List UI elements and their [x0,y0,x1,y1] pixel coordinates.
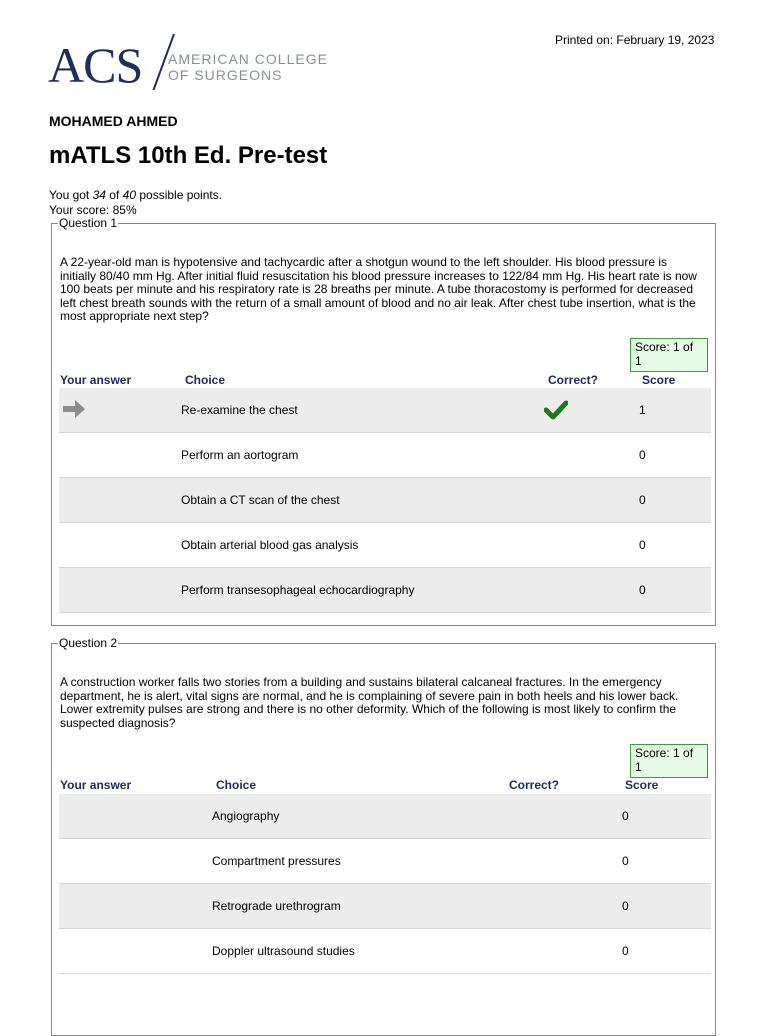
answer-row [59,794,711,839]
logo-line2: OF SURGEONS [168,67,283,83]
logo-line1: AMERICAN COLLEGE [168,51,328,67]
choice-score: 0 [639,493,646,507]
choice-score: 0 [622,854,629,868]
candidate-name: MOHAMED AHMED [49,113,178,129]
choice-label: Doppler ultrasound studies [212,944,355,958]
logo-mark: ACS [48,37,143,90]
question-2 [51,636,716,1036]
choice-score: 0 [622,809,629,823]
question-1-text: A 22-year-old man is hypotensive and tachycardic after a shotgun wound to the left shoulder. His blood pressure is initially 80/40 mm Hg. After initial fluid resuscitation his blood pressure increases to 122/84 mm Hg. His heart rate is now 100 beats per minute and his respiratory rate is 28 breaths per minute. A tube thoracostomy is performed for decreased left chest breath sounds with the return of a small amount of blood and no air leak. After chest tube insertion, what is the most appropriate next step? [60,255,697,324]
choice-score: 0 [639,583,646,597]
answer-row [59,884,711,929]
choice-label: Perform an aortogram [181,448,299,462]
choice-label: Compartment pressures [212,854,341,868]
choice-label: Perform transesophageal echocardiography [181,583,415,597]
answer-row [59,523,711,568]
result-summary [49,188,222,218]
header-correct: Correct? [548,373,599,387]
choice-label: Obtain a CT scan of the chest [181,493,340,507]
header-choice: Choice [216,778,257,792]
question-2-score-box: Score: 1 of 1 [630,744,708,778]
header-score: Score [642,373,676,387]
question-1 [51,216,716,626]
choice-score: 0 [639,538,646,552]
test-title: mATLS 10th Ed. Pre-test [49,142,328,169]
question-1-legend: Question 1 [59,216,118,230]
question-2-text: A construction worker falls two stories from a building and sustains bilateral calcaneal fractures. In the emergency department, he is alert, vital signs are normal, and he is complaining of severe pain in both heels and his lower back. Lower extremity pulses are strong and there is no other deformity. Which of the following is most likely to confirm the suspected diagnosis? [60,675,679,730]
answer-row [59,839,711,884]
points-line: You got 34 of 40 possible points. [49,188,223,202]
score-line: Your score: 85% [49,203,137,217]
choice-score: 1 [639,403,646,417]
choice-label: Re-examine the chest [181,403,298,417]
choice-score: 0 [622,899,629,913]
header-your-answer: Your answer [60,373,132,387]
points-got: 34 [92,188,106,202]
question-2-legend: Question 2 [59,636,118,650]
points-possible: 40 [122,188,137,202]
choice-label: Obtain arterial blood gas analysis [181,538,359,552]
choice-label: Retrograde urethrogram [212,899,341,913]
answer-row [59,388,711,433]
checkmark-icon [544,400,568,420]
printed-on: Printed on: February 19, 2023 [555,33,715,47]
header-score: Score [625,778,659,792]
acs-logo [48,34,348,90]
answer-row [59,433,711,478]
answer-row [59,929,711,974]
answer-row [59,478,711,523]
header-choice: Choice [185,373,226,387]
header-your-answer: Your answer [60,778,132,792]
arrow-right-icon [61,398,87,420]
answer-row [59,568,711,613]
question-1-score-box: Score: 1 of 1 [630,338,708,372]
choice-label: Angiography [212,809,280,823]
choice-score: 0 [639,448,646,462]
header-correct: Correct? [509,778,560,792]
choice-score: 0 [622,944,629,958]
